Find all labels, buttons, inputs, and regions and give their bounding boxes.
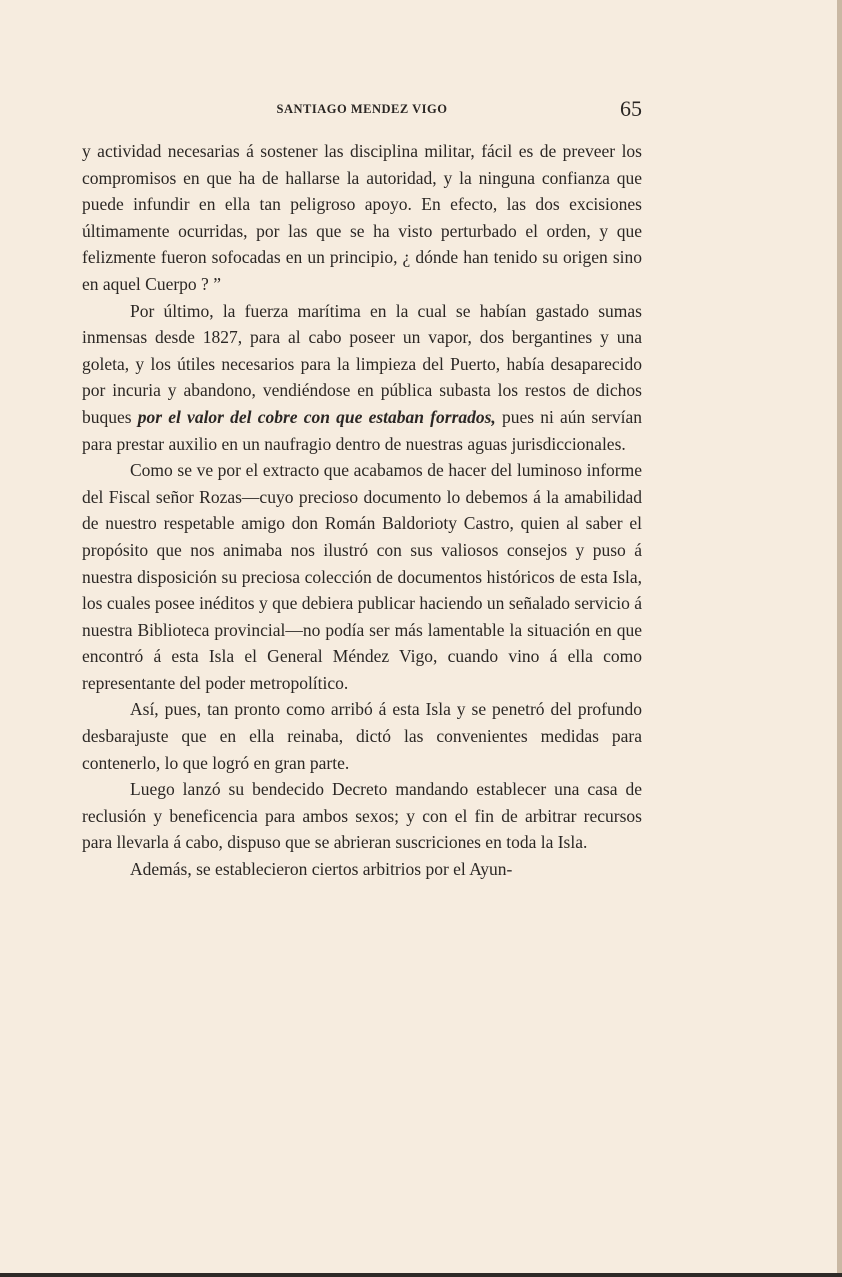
paragraph-maritime-force [82, 298, 642, 458]
running-head: SANTIAGO MENDEZ VIGO [276, 102, 448, 116]
page-header [82, 96, 642, 130]
paragraph-text-after-emphasis: pues ni aún servían para prestar auxilio en un naufragio dentro de nuestras aguas jurisdiccionales. [82, 406, 642, 454]
emphasized-text: por el valor del cobre con que estaban forrados, [137, 406, 496, 427]
page-edge-bottom [0, 1273, 842, 1277]
body-text [82, 138, 642, 883]
paragraph-continuation: y actividad necesarias á sostener las disciplina militar, fácil es de preveer los compromisos en que ha de hallarse la autoridad, y la ninguna confianza que puede infundir en ella tan peligroso apoyo. En efecto, las dos excisiones últimamente ocurridas, por las que se ha visto perturbado el orden, y que felizmente fueron sofocadas en un principio, ¿ dónde han tenido su origen sino en aquel Cuerpo ? ” [82, 141, 642, 294]
paragraph-decree: Luego lanzó su bendecido Decreto mandando establecer una casa de reclusión y beneficencia para ambos sexos; y con el fin de arbitrar recursos para llevarla á cabo, dispuso que se abrieran suscriciones en toda la Isla. [82, 779, 642, 853]
paragraph-arbitrios: Además, se establecieron ciertos arbitrios por el Ayun- [130, 859, 513, 880]
paragraph-fiscal-report: Como se ve por el extracto que acabamos de hacer del luminoso informe del Fiscal señor Rozas—cuyo precioso documento lo debemos á la amabilidad de nuestro respetable amigo don Román Baldorioty Castro, quien al saber el propósito que nos animaba nos ilustró con sus valiosos consejos y puso á nuestra disposición su preciosa colección de documentos históricos de esta Isla, los cuales posee inéditos y que debiera publicar haciendo un señalado servicio á nuestra Biblioteca provincial—no podía ser más lamentable la situación en que encontró á esta Isla el General Méndez Vigo, cuando vino á ella como representante del poder metropolítico. [82, 460, 642, 693]
page-edge-right [837, 0, 842, 1277]
paragraph-arrival: Así, pues, tan pronto como arribó á esta Isla y se penetró del profundo desbarajuste que en ella reinaba, dictó las convenientes medidas para contenerlo, lo que logró en gran parte. [82, 699, 642, 773]
paragraph-text-before-emphasis: Por último, la fuerza marítima en la cual se habían gastado sumas inmensas desde 1827, para al cabo poseer un vapor, dos bergantines y una goleta, y los útiles necesarios para la limpieza del Puerto, había desaparecido por incuria y abandono, vendiéndose en pública subasta los restos de dichos buques [82, 300, 642, 427]
page-number: 65 [620, 96, 642, 121]
